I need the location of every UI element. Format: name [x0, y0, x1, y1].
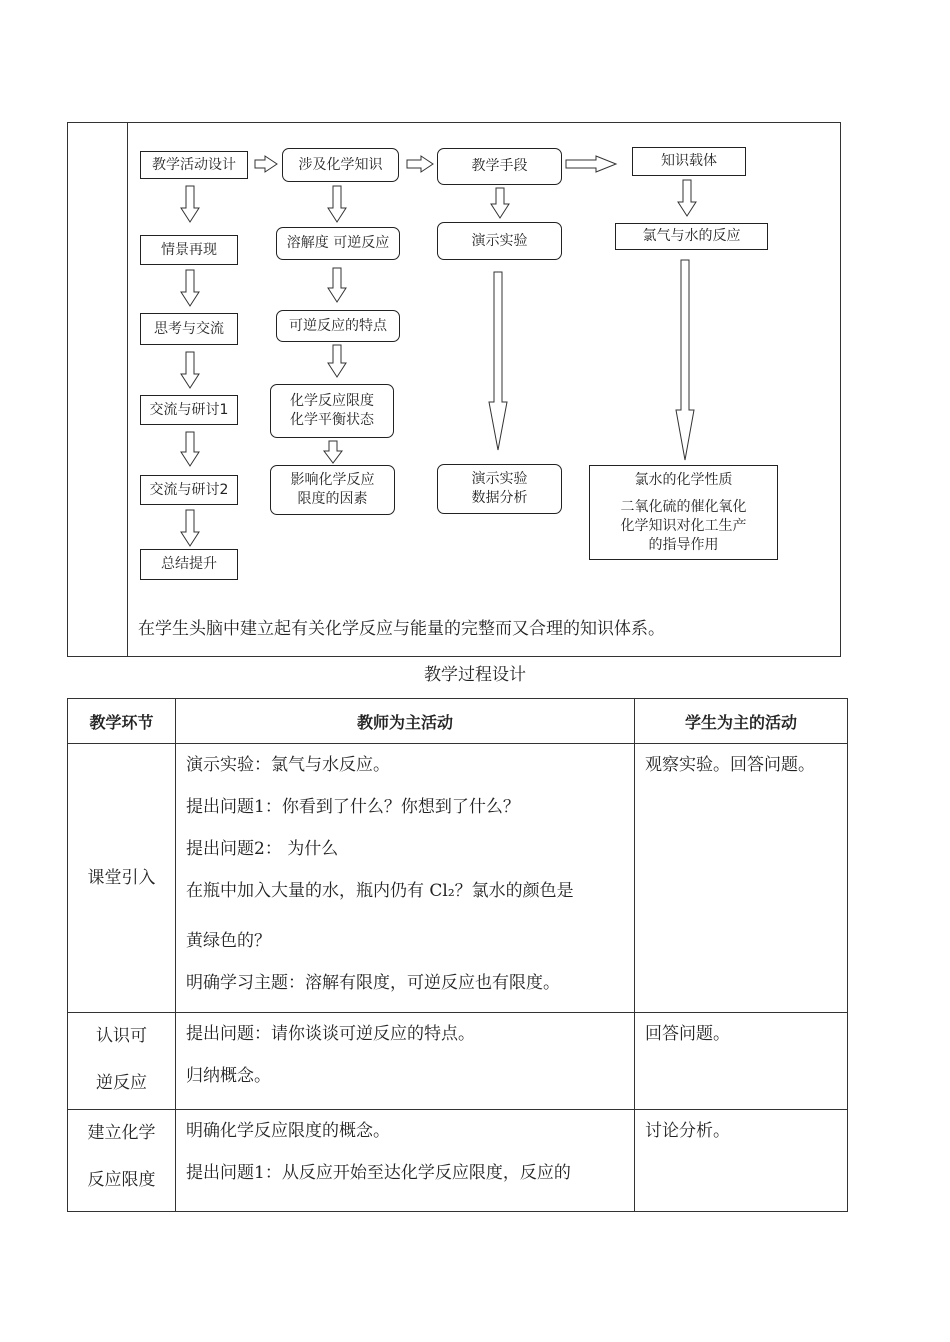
step-label: 交流与研讨2 [149, 481, 229, 498]
arrow-down [181, 186, 199, 222]
knowledge-reversible-features [276, 310, 400, 342]
arrow-down [181, 432, 199, 466]
step-label: 氯气与水的反应 [642, 228, 741, 244]
summary-text: 在学生头脑中建立起有关化学反应与能量的完整而又合理的知识体系。 [138, 619, 665, 639]
means-data-analysis [437, 464, 562, 514]
step-label: 数据分析 [471, 490, 528, 506]
arrow-right [255, 156, 277, 172]
header-label: 涉及化学知识 [298, 156, 383, 173]
arrow-down [328, 268, 346, 302]
lesson-table [67, 698, 848, 1212]
step-label: 的指导作用 [648, 536, 719, 553]
step-scene-reproduction [140, 235, 238, 265]
stage-cell [68, 1013, 176, 1110]
teacher-cell [176, 1110, 635, 1212]
arrow-right [407, 156, 433, 172]
student-cell [635, 1013, 848, 1110]
stage-label: 反应限度 [87, 1170, 156, 1190]
knowledge-reaction-limit [270, 384, 394, 438]
header-label: 教学活动设计 [152, 156, 236, 173]
arrow-down [491, 188, 509, 218]
step-label: 思考与交流 [154, 320, 224, 337]
carrier-chlorine-water [615, 223, 768, 250]
header-label: 知识载体 [661, 153, 717, 169]
step-label: 化学反应限度 [290, 393, 374, 409]
knowledge-influencing-factors [270, 465, 395, 515]
stage-label: 逆反应 [96, 1073, 147, 1093]
step-label: 演示实验 [471, 471, 528, 487]
teacher-cell [176, 744, 635, 1013]
teacher-line: 提出问题1：你看到了什么？你想到了什么？ [186, 797, 520, 817]
teacher-line: 明确化学反应限度的概念。 [186, 1121, 390, 1141]
step-label: 演示实验 [471, 232, 528, 249]
step-discussion-2 [140, 475, 238, 505]
student-line: 观察实验。回答问题。 [645, 755, 815, 775]
student-line: 回答问题。 [645, 1024, 730, 1044]
step-label: 化学知识对化工生产 [620, 517, 747, 534]
student-line: 讨论分析。 [645, 1121, 730, 1141]
table-row [68, 1110, 848, 1212]
teacher-line: 黄绿色的？ [186, 931, 271, 951]
stage-cell [68, 1110, 176, 1212]
step-label: 二氧化硫的催化氧化 [620, 498, 747, 515]
teacher-cell [176, 1013, 635, 1110]
header-teaching-means [437, 148, 562, 185]
stage-cell [68, 744, 176, 1013]
step-label: 情景再现 [161, 241, 217, 258]
teacher-line: 提出问题2： 为什么 [186, 839, 339, 859]
teacher-line: 提出问题：请你谈谈可逆反应的特点。 [186, 1024, 475, 1044]
header-label: 教学手段 [471, 158, 528, 174]
col-header-student: 学生为主的活动 [635, 699, 848, 744]
step-summary [140, 549, 238, 580]
step-label: 溶解度 可逆反应 [286, 235, 390, 251]
table-row [68, 744, 848, 1013]
header-knowledge-carrier [632, 147, 746, 176]
step-label: 可逆反应的特点 [289, 317, 387, 334]
teacher-line: 提出问题1：从反应开始至达化学反应限度，反应的 [186, 1163, 571, 1183]
header-activity-design [140, 151, 248, 179]
step-label: 氯水的化学性质 [634, 471, 733, 488]
arrow-down [489, 272, 507, 450]
stage-label: 认识可 [96, 1026, 147, 1046]
step-label: 影响化学反应 [290, 472, 375, 488]
arrow-right [566, 156, 616, 172]
table-header-row [68, 699, 848, 744]
means-demo-experiment [437, 222, 562, 260]
table-row [68, 1013, 848, 1110]
teacher-line: 归纳概念。 [186, 1066, 271, 1086]
col-header-stage: 教学环节 [68, 699, 176, 744]
step-label: 总结提升 [161, 556, 217, 572]
student-cell [635, 1110, 848, 1212]
col-header-teacher: 教师为主活动 [176, 699, 635, 744]
student-cell [635, 744, 848, 1013]
step-label: 化学平衡状态 [290, 412, 374, 428]
step-discussion-1 [140, 395, 238, 425]
header-chemistry-knowledge [282, 148, 399, 182]
stage-label: 建立化学 [87, 1123, 156, 1143]
teacher-line: 在瓶中加入大量的水，瓶内仍有 Cl₂？氯水的颜色是 [186, 881, 574, 901]
arrow-down [676, 260, 694, 460]
step-label: 交流与研讨1 [149, 401, 229, 418]
arrow-down [328, 186, 346, 222]
arrow-down [678, 180, 696, 216]
teacher-line: 演示实验：氯气与水反应。 [186, 755, 390, 775]
knowledge-solubility [276, 227, 400, 260]
stage-label: 课堂引入 [87, 867, 156, 888]
section-caption: 教学过程设计 [424, 665, 526, 685]
step-think-exchange [140, 313, 238, 345]
arrow-down [181, 510, 199, 546]
teacher-line: 明确学习主题：溶解有限度，可逆反应也有限度。 [186, 973, 560, 993]
step-label: 限度的因素 [297, 491, 368, 507]
arrow-down [328, 345, 346, 377]
arrow-down [181, 352, 199, 388]
arrow-down [324, 441, 342, 463]
carrier-properties [589, 465, 778, 560]
arrow-down [181, 270, 199, 306]
